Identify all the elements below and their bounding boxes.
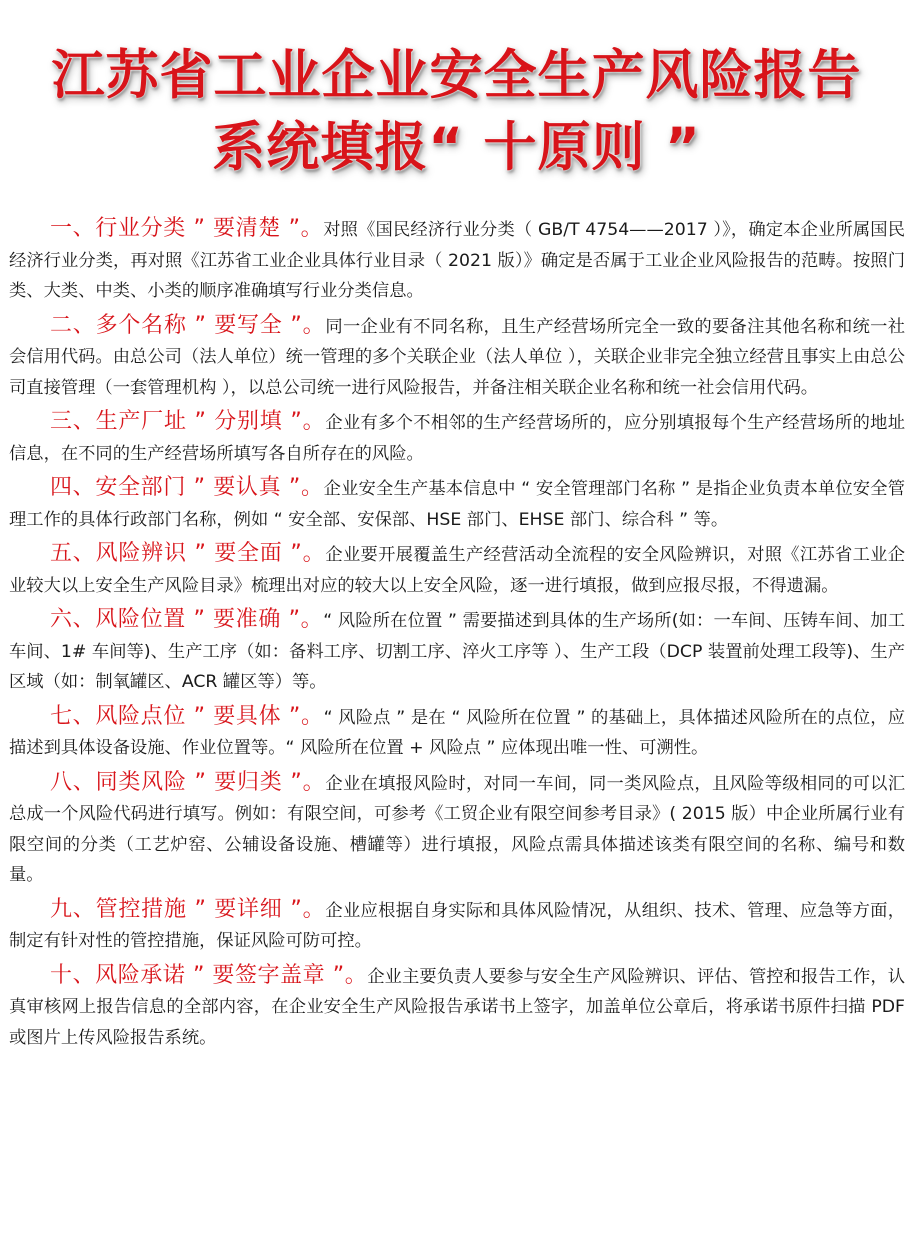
- rule-heading: 一、行业分类 ” 要清楚 ”。: [50, 216, 324, 241]
- rule-heading: 十、风险承诺 ” 要签字盖章 ”。: [50, 962, 368, 988]
- rule-text: “ 风险所在位置 ” 需要描述到具体的生产场所(如：一车间、压铸车间、加工车间、1# 车间等)、生产工序（如：备料工序、切割工序、淬火工序等 ）、生产工段（DCP 装置前处理工段等)、生产区域（如：制氧罐区、ACR 罐区等）等。: [9, 611, 905, 692]
- title-line-2: 系统填报“ 十原则 ”: [212, 117, 701, 178]
- rule-text: 同一企业有不同名称，且生产经营场所完全一致的要备注其他名称和统一社会信用代码。由总公司（法人单位）统一管理的多个关联企业（法人单位 ），关联企业非完全独立经营且事实上由总公司直接管理（一套管理机构 ），以总公司统一进行风险报告，并备注相关联企业名称和统一社会信用代码。: [9, 316, 905, 398]
- rule-heading: 二、多个名称 ” 要写全 ”。: [50, 312, 326, 338]
- title-line-1: 江苏省工业企业安全生产风险报告: [51, 45, 862, 106]
- rule-text: 企业有多个不相邻的生产经营场所的，应分别填报每个生产经营场所的地址信息，在不同的生产经营场所填写各自所存在的风险。: [9, 413, 905, 464]
- rule-text: 企业要开展覆盖生产经营活动全流程的安全风险辨识，对照《江苏省工业企业较大以上安全生产风险目录》梳理出对应的较大以上安全风险，逐一进行填报，做到应报尽报，不得遗漏。: [9, 545, 905, 596]
- rule-heading: 四、安全部门 ” 要认真 ”。: [50, 475, 324, 500]
- title-block: [0, 0, 913, 182]
- rule-item-5: [9, 539, 905, 601]
- rule-text: 对照《国民经济行业分类（ GB/T 4754——2017 ）》，确定本企业所属国民经济行业分类，再对照《江苏省工业企业具体行业目录（ 2021 版）》确定是否属于工业企业风险报告的范畴。按照门类、大类、中类、小类的顺序准确填写行业分类信息。: [9, 220, 905, 301]
- rule-text: 企业安全生产基本信息中 “ 安全管理部门名称 ” 是指企业负责本单位安全管理工作的具体行政部门名称，例如 “ 安全部、安保部、HSE 部门、EHSE 部门、综合科 ” 等。: [9, 479, 905, 530]
- rule-item-7: [9, 702, 905, 764]
- rule-item-8: [9, 768, 905, 891]
- rule-item-3: [9, 407, 905, 469]
- rule-heading: 九、管控措施 ” 要详细 ”。: [50, 896, 326, 922]
- rule-text: 企业在填报风险时，对同一车间，同一类风险点，且风险等级相同的可以汇总成一个风险代码进行填写。例如：有限空间，可参考《工贸企业有限空间参考目录》( 2015 版）中企业所属行业有限空间的分类（工艺炉窑、公辅设备设施、槽罐等）进行填报，风险点需具体描述该类有限空间的名称、编号和数量。: [9, 773, 905, 885]
- rule-item-9: [9, 895, 905, 957]
- rule-item-2: [9, 311, 905, 404]
- rule-item-1: [9, 214, 905, 307]
- rule-item-6: [9, 605, 905, 698]
- rule-heading: 五、风险辨识 ” 要全面 ”。: [50, 541, 326, 566]
- rule-text: 企业主要负责人要参与安全生产风险辨识、评估、管控和报告工作，认真审核网上报告信息的全部内容，在企业安全生产风险报告承诺书上签字，加盖单位公章后，将承诺书原件扫描 PDF 或图片上传风险报告系统。: [9, 966, 905, 1048]
- rule-item-10: [9, 961, 905, 1054]
- rule-item-4: [9, 473, 905, 535]
- rule-text: 企业应根据自身实际和具体风险情况，从组织、技术、管理、应急等方面，制定有针对性的管控措施，保证风险可防可控。: [9, 900, 905, 951]
- rules-list: [9, 214, 905, 1057]
- rule-heading: 三、生产厂址 ” 分别填 ”。: [50, 409, 326, 434]
- rule-heading: 八、同类风险 ” 要归类 ”。: [50, 769, 326, 795]
- rule-heading: 七、风险点位 ” 要具体 ”。: [50, 703, 324, 729]
- rule-heading: 六、风险位置 ” 要准确 ”。: [50, 607, 324, 632]
- rule-text: “ 风险点 ” 是在 “ 风险所在位置 ” 的基础上，具体描述风险所在的点位，应描述到具体设备设施、作业位置等。“ 风险所在位置 + 风险点 ” 应体现出唯一性、可溯性。: [9, 707, 906, 758]
